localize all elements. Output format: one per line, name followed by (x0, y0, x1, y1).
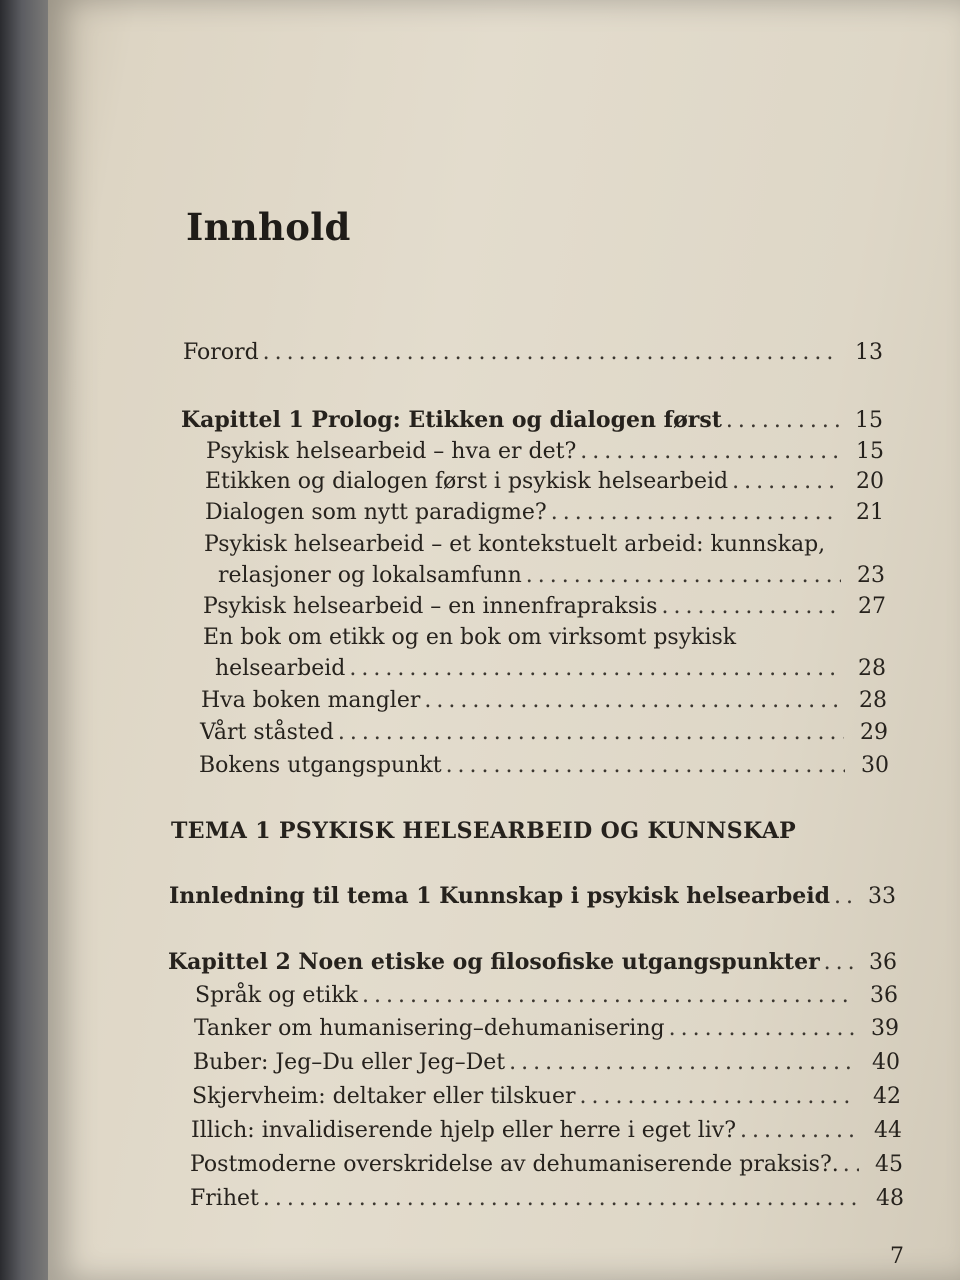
leader-dots (446, 753, 845, 778)
toc-entry (190, 1152, 903, 1182)
toc-entry-title: Etikken og dialogen først i psykisk helsearbeid (205, 469, 729, 494)
toc-entry-page: 13 (855, 340, 883, 365)
toc-entry-title: Forord (183, 340, 259, 365)
leader-dots (669, 1016, 855, 1041)
toc-entry-page: 28 (858, 656, 886, 681)
page-title: Innhold (186, 205, 351, 249)
toc-entry (206, 439, 884, 469)
toc-entry-title: Illich: invalidiserende hjelp eller herre i eget liv? (191, 1118, 737, 1143)
toc-entry-title-line1: Psykisk helsearbeid – et kontekstuelt arbeid: kunnskap, (204, 532, 826, 557)
leader-dots (349, 656, 842, 681)
toc-entry (191, 1118, 902, 1148)
book-spine-shadow (0, 0, 48, 1280)
leader-dots (551, 500, 840, 525)
toc-entry-chapter-2 (168, 949, 897, 979)
leader-dots (263, 340, 839, 365)
toc-entry-chapter-1 (181, 407, 883, 437)
toc-entry-title-line1: En bok om etikk og en bok om virksomt psykisk (203, 625, 737, 650)
toc-entry-title: Innledning til tema 1 Kunnskap i psykisk helsearbeid (169, 883, 830, 909)
toc-entry-title: Kapittel 1 Prolog: Etikken og dialogen først (181, 407, 722, 433)
toc-entry-title: relasjoner og lokalsamfunn (218, 563, 522, 588)
leader-dots (263, 1186, 860, 1211)
toc-entry-page: 48 (876, 1186, 904, 1211)
toc-entry-title: Skjervheim: deltaker eller tilskuer (192, 1084, 576, 1109)
toc-entry (190, 1186, 904, 1216)
toc-entry-title: Bokens utgangspunkt (199, 753, 442, 778)
toc-entry-title: Kapittel 2 Noen etiske og filosofiske utgangspunkter (168, 949, 820, 975)
toc-entry-page: 33 (868, 884, 896, 909)
leader-dots (526, 563, 841, 588)
leader-dots (740, 1118, 858, 1143)
book-page (48, 0, 960, 1280)
toc-entry-title: Frihet (190, 1186, 259, 1211)
toc-entry-page: 45 (875, 1152, 903, 1177)
leader-dots (732, 469, 840, 494)
toc-entry-page: 29 (860, 720, 888, 745)
toc-entry-page: 40 (872, 1050, 900, 1075)
leader-dots (726, 408, 839, 433)
theme-heading: TEMA 1 PSYKISK HELSEARBEID OG KUNNSKAP (171, 818, 797, 844)
toc-entry-forord (183, 340, 883, 370)
toc-entry-page: 44 (874, 1118, 902, 1143)
toc-entry-page: 39 (871, 1016, 899, 1041)
toc-entry (203, 594, 886, 624)
leader-dots (338, 720, 844, 745)
toc-entry-page: 15 (856, 439, 884, 464)
toc-entry-page: 21 (856, 500, 884, 525)
toc-entry (205, 469, 884, 499)
toc-entry-introduction (169, 883, 896, 913)
toc-entry (215, 656, 886, 686)
toc-entry (195, 983, 898, 1013)
toc-entry-title: Språk og etikk (195, 983, 358, 1008)
toc-entry-title: Vårt ståsted (200, 720, 334, 745)
toc-entry-page: 28 (859, 688, 887, 713)
toc-entry-page: 23 (857, 563, 885, 588)
toc-entry (218, 563, 885, 593)
leader-dots (834, 884, 852, 909)
toc-entry-title: Psykisk helsearbeid – hva er det? (206, 439, 577, 464)
toc-entry-title: Buber: Jeg–Du eller Jeg–Det (193, 1050, 506, 1075)
toc-entry (193, 1050, 900, 1080)
toc-entry-page: 20 (856, 469, 884, 494)
leader-dots (509, 1050, 856, 1075)
toc-entry-page: 30 (861, 753, 889, 778)
toc-entry-page: 27 (858, 594, 886, 619)
page-number: 7 (890, 1244, 904, 1269)
toc-entry-page: 42 (873, 1084, 901, 1109)
leader-dots (580, 1084, 858, 1109)
toc-entry-title: Tanker om humanisering–dehumanisering (194, 1016, 665, 1041)
toc-entry-page: 36 (869, 950, 897, 975)
toc-entry-page: 15 (855, 408, 883, 433)
toc-entry-title: helsearbeid (215, 656, 346, 681)
leader-dots (580, 439, 840, 464)
leader-dots (362, 983, 854, 1008)
toc-entry-title: Postmoderne overskridelse av dehumaniserende praksis?. (190, 1152, 839, 1177)
leader-dots (661, 594, 842, 619)
toc-entry-title: Dialogen som nytt paradigme? (205, 500, 547, 525)
toc-entry (205, 500, 884, 530)
leader-dots (824, 950, 853, 975)
toc-entry (201, 688, 887, 718)
leader-dots (424, 688, 843, 713)
toc-entry-page: 36 (870, 983, 898, 1008)
toc-entry (200, 720, 888, 750)
toc-entry-title: Hva boken mangler (201, 688, 421, 713)
toc-entry (194, 1016, 899, 1046)
toc-entry (192, 1084, 901, 1114)
leader-dots (843, 1152, 859, 1177)
toc-entry-title: Psykisk helsearbeid – en innenfrapraksis (203, 594, 658, 619)
toc-entry (199, 753, 889, 783)
